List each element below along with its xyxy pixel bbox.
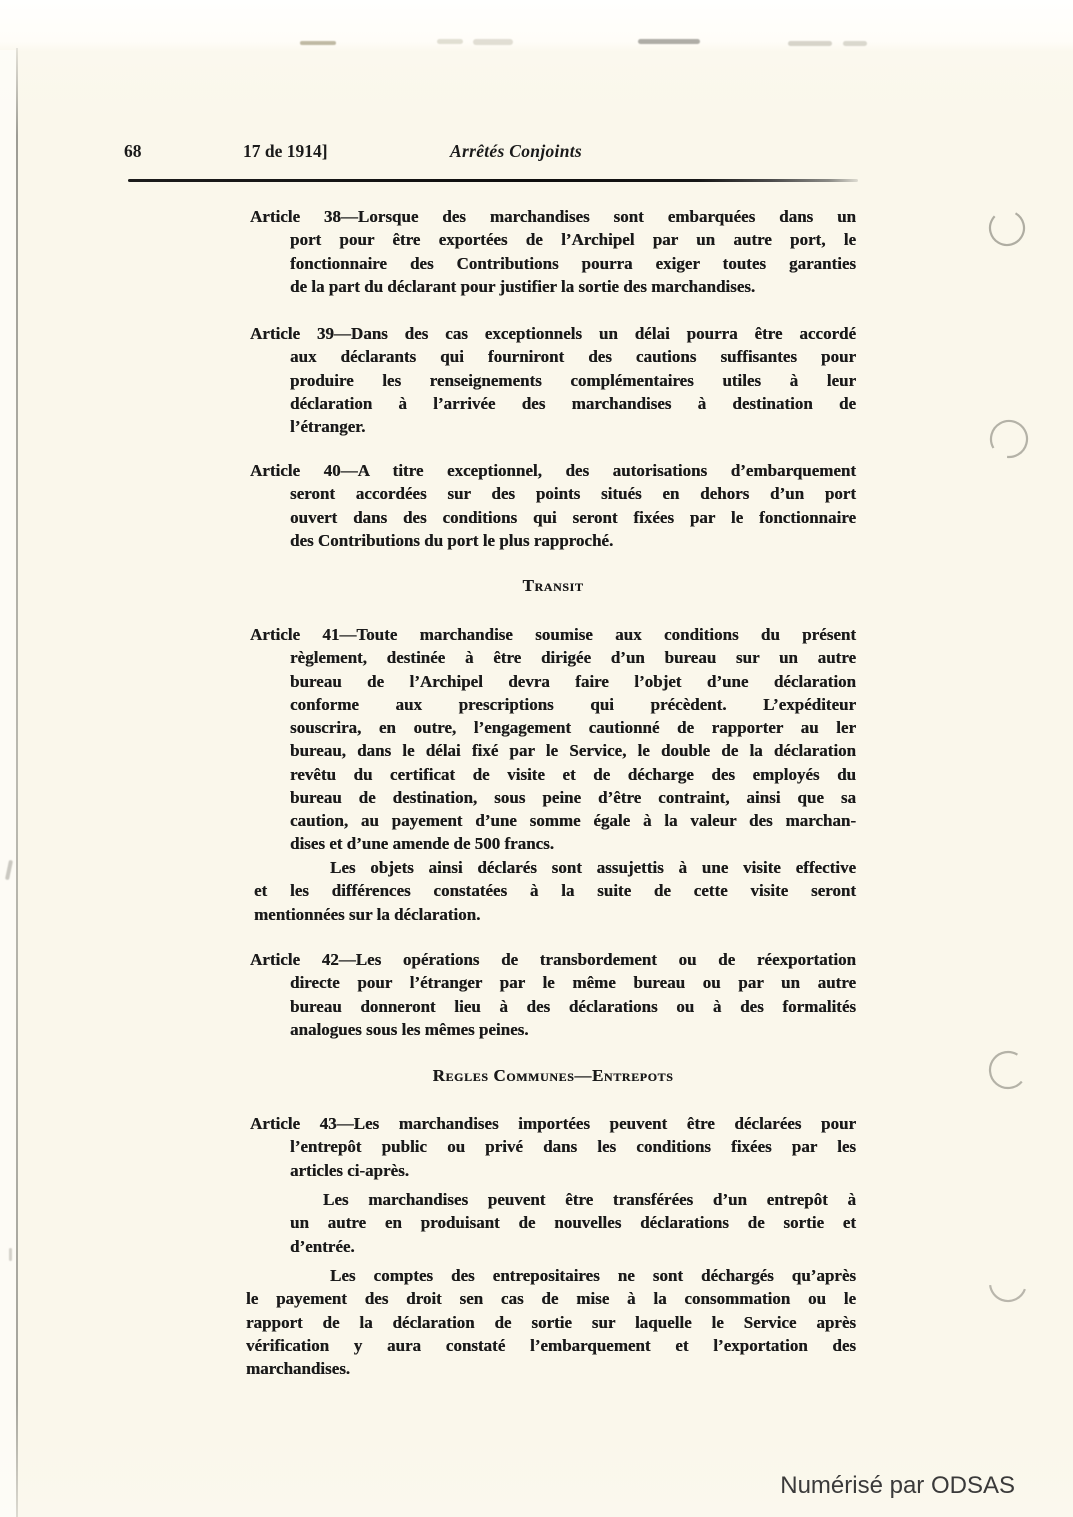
scan-smudge [437, 39, 463, 44]
text-line: des Contributions du port le plus rapproché. [290, 530, 614, 550]
text-line: un autre en produisant de nouvelles déclarations de sortie et [290, 1213, 856, 1233]
text-line: articles ci-après. [290, 1160, 409, 1180]
text-line: vérification y aura constaté l’embarquement et l’exportation des [246, 1335, 856, 1355]
section-heading-regles-communes: Regles Communes—Entrepots [432, 1066, 674, 1085]
section-heading-transit: Transit [522, 576, 584, 595]
text-line: règlement, destinée à être dirigée d’un bureau sur un autre [290, 648, 856, 668]
article-39 [250, 322, 856, 438]
text-line: rapport de la déclaration de sortie sur laquelle le Service après [246, 1312, 856, 1332]
paragraph-objets-declares [250, 856, 856, 926]
text-line: produire les renseignements complémentaires utiles à leur [290, 370, 856, 390]
text-line: Les objets ainsi déclarés sont assujettis à une visite effective [330, 858, 856, 877]
text-line: fonctionnaire des Contributions pourra exiger toutes garanties [290, 253, 856, 273]
text-line: aux déclarants qui fourniront des cautions suffisantes pour [290, 347, 856, 367]
text-line: mentionnées sur la déclaration. [254, 904, 481, 924]
text-line: Article 43—Les marchandises importées peuvent être déclarées pour [250, 1114, 856, 1133]
scan-smudge [638, 39, 700, 44]
text-line: caution, au payement d’une somme égale à la valeur des marchan- [290, 811, 856, 830]
article-38 [250, 205, 856, 298]
text-line: bureau, dans le délai fixé par le Service, le double de la déclaration [290, 741, 856, 761]
text-line: souscrira, en outre, l’engagement cautionné de rapporter au ler [290, 718, 856, 737]
article-41 [250, 623, 856, 856]
text-line: dises et d’une amende de 500 francs. [290, 834, 554, 854]
scan-smudge [9, 1248, 12, 1261]
text-line: déclaration à l’arrivée des marchandises à destination de [290, 393, 856, 413]
scan-credit: Numérisé par ODSAS [780, 1472, 1015, 1499]
text-line: Article 38—Lorsque des marchandises sont embarquées dans un [250, 207, 856, 226]
text-line: Article 42—Les opérations de transbordement ou de réexportation [250, 950, 856, 969]
text-line: Article 40—A titre exceptionnel, des autorisations d’embarquement [250, 461, 856, 480]
article-40 [250, 459, 856, 552]
header-rule [128, 179, 858, 182]
text-line: l’étranger. [290, 417, 366, 436]
scan-smudge [300, 41, 336, 45]
paragraph-comptes-entrepositaires [246, 1264, 856, 1380]
text-line: d’entrée. [290, 1236, 355, 1256]
page-edge-strip [0, 50, 16, 1517]
scan-smudge [788, 41, 832, 46]
text-line: le payement des droit sen cas de mise à la consommation ou le [246, 1289, 856, 1309]
header-title: Arrêtés Conjoints [450, 141, 583, 161]
text-line: ouvert dans des conditions qui seront fixées par le fonctionnaire [290, 507, 856, 527]
text-line: revêtu du certificat de visite et de décharge des employés du [290, 764, 856, 784]
article-43 [250, 1112, 856, 1182]
text-line: Article 41—Toute marchandise soumise aux conditions du présent [250, 625, 856, 644]
text-line: directe pour l’étranger par le même bureau ou par un autre [290, 973, 856, 993]
text-line: l’entrepôt public ou privé dans les conditions fixées par les [290, 1137, 856, 1157]
scan-smudge [473, 39, 513, 45]
text-line: port pour être exportées de l’Archipel par un autre port, le [290, 230, 856, 250]
paragraph-marchandises-transferees [250, 1188, 856, 1258]
scan-smudge [843, 41, 867, 46]
text-line: conforme aux prescriptions qui précèdent. L’expéditeur [290, 694, 856, 714]
text-line: bureau de destination, sous peine d’être contraint, ainsi que sa [290, 787, 856, 807]
text-line: Les marchandises peuvent être transférées d’un entrepôt à [323, 1190, 856, 1209]
article-42 [250, 948, 856, 1041]
page-number: 68 [124, 141, 142, 161]
text-line: de la part du déclarant pour justifier la sortie des marchandises. [290, 276, 756, 296]
header-reference: 17 de 1914] [243, 141, 328, 161]
text-line: Les comptes des entrepositaires ne sont déchargés qu’après [330, 1266, 856, 1285]
text-line: bureau donneront lieu à des déclarations ou à des formalités [290, 996, 856, 1016]
text-line: seront accordées sur des points situés en dehors d’un port [290, 484, 856, 504]
page-edge-line [16, 48, 18, 1517]
text-line: et les différences constatées à la suite de cette visite seront [254, 881, 856, 901]
text-line: analogues sous les mêmes peines. [290, 1019, 529, 1039]
text-line: marchandises. [246, 1359, 351, 1378]
text-line: Article 39—Dans des cas exceptionnels un délai pourra être accordé [250, 324, 856, 343]
text-line: bureau de l’Archipel devra faire l’objet d’une déclaration [290, 671, 856, 691]
